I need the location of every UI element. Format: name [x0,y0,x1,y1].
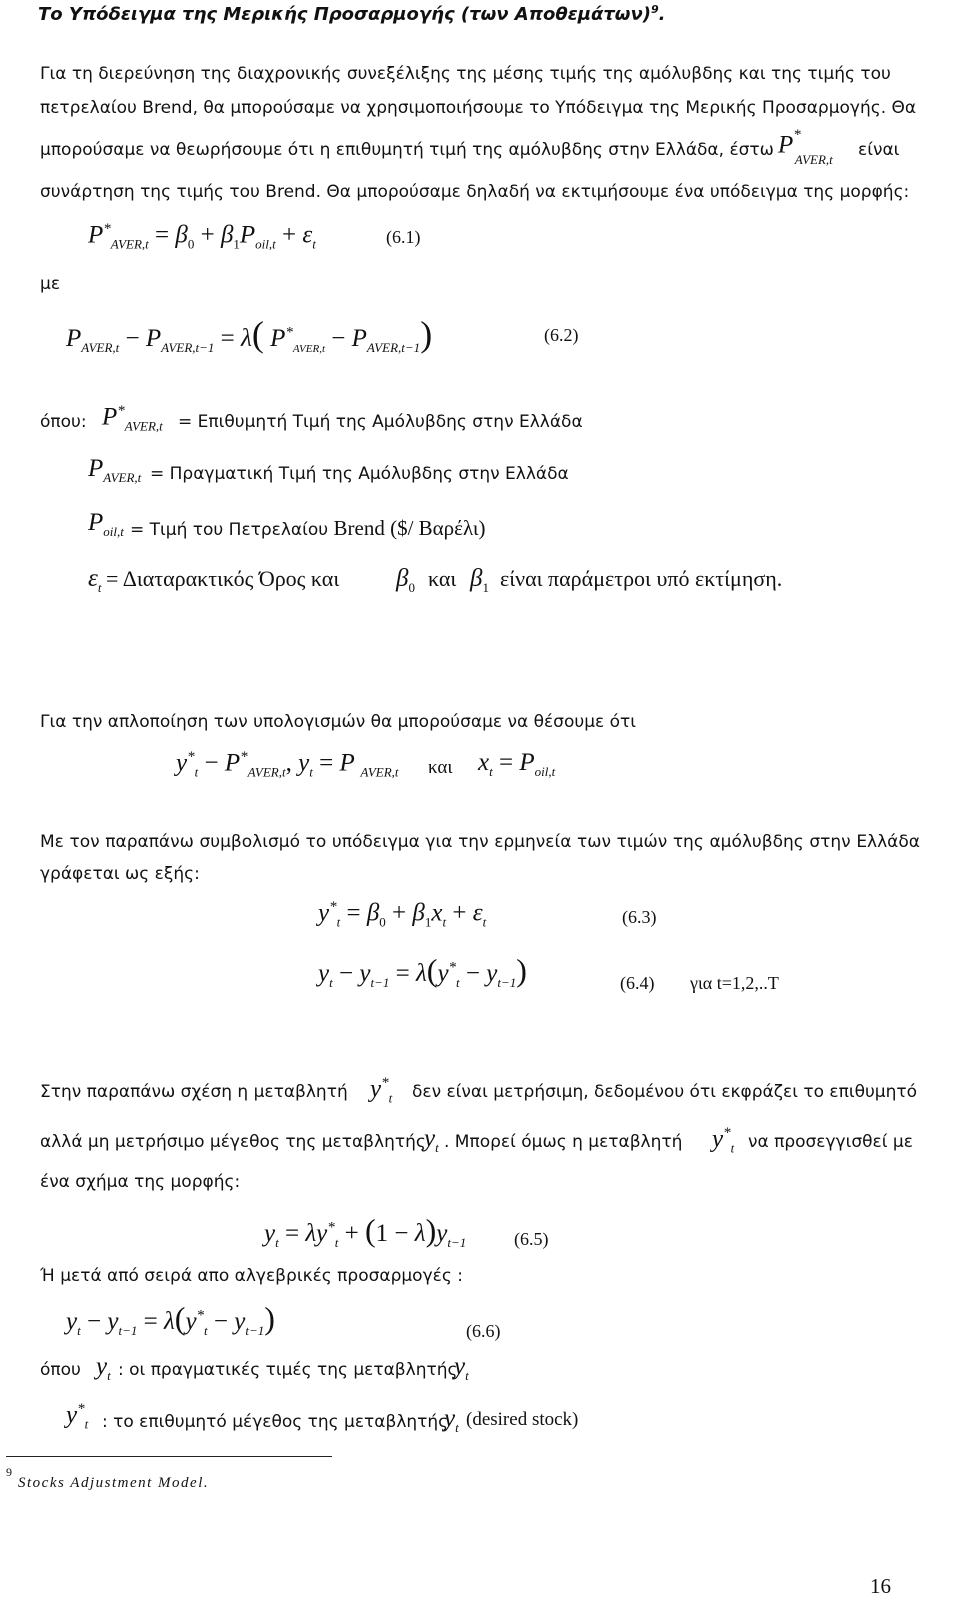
intro-line-3: μπορούσαμε να θεωρήσουμε ότι η επιθυμητή τιμή της αμόλυβδης στην Ελλάδα, έστω [40,140,774,160]
symbol-y-star-t-3: $y^*_t$ [66,1401,89,1432]
relation-desired-desc: : το επιθυμητό μέγεθος της μεταβλητής [102,1412,449,1432]
intro-line-3-end: είναι [858,140,900,160]
equation-6-1-label: (6.1) [386,227,421,247]
definition-actual: = Πραγματική Τιμή της Αμόλυβδης στην Ελλάδα [150,464,569,484]
definition-oil-suffix: Brend ($/ Βαρέλι) [333,516,486,540]
definition-and: και [428,566,457,591]
equation-6-4: $y_t - y_{t-1} = \lambda(y^*_t - y_{t-1})$ [318,952,527,990]
symbol-y-t-4: $y_t$ [444,1405,459,1435]
equation-6-3-label: (6.3) [622,907,657,927]
definition-desired: = Επιθυμητή Τιμή της Αμόλυβδης στην Ελλάδα [178,412,583,432]
footnote-text: Stocks Adjustment Model. [18,1475,210,1491]
relation-where: όπου [40,1360,81,1380]
symbol-y-t-3: $y_t$ [454,1353,469,1383]
heading-footnote-ref: 9 [650,3,659,16]
equation-6-6: $y_t - y_{t-1} = \lambda(y^*_t - y_{t-1})$ [66,1300,275,1338]
equation-6-1: $P^*_{AVER,t} = \beta_0 + \beta_1P_{oil,t} + \varepsilon_t$ [88,221,316,252]
relation-after: Ή μετά από σειρά απο αλγεβρικές προσαρμογές : [40,1266,463,1286]
relation-desired-tail: (desired stock) [466,1409,579,1430]
symbolism-line-2: γράφεται ως εξής: [40,864,200,884]
simplify-and: και [428,757,453,778]
relation-c: ένα σχήμα της μορφής: [40,1172,241,1192]
footnote-rule [6,1456,332,1457]
where-label: όπου: [40,412,87,432]
equation-6-4-note: για t=1,2,..T [690,973,779,993]
simplify-text: Για την απλοποίηση των υπολογισμών θα μπορούσαμε να θέσουμε ότι [40,712,636,732]
relation-a2: δεν είναι μετρήσιμη, δεδομένου ότι εκφράζει το επιθυμητό [412,1082,918,1102]
symbol-y-t-1: $y_t$ [424,1125,439,1155]
footnote-number: 9 [6,1465,12,1479]
equation-6-3: $y^*_t = \beta_0 + \beta_1x_t + \varepsilon_t$ [318,899,487,930]
page-number: 16 [870,1574,891,1598]
symbol-y-star-t-1: $y^*_t$ [370,1075,393,1106]
heading-text: Το Υπόδειγμα της Μερικής Προσαρμογής (των Αποθεμάτων) [38,4,651,25]
intro-line-4: συνάρτηση της τιμής του Brend. Θα μπορούσαμε δηλαδή να εκτιμήσουμε ένα υπόδειγμα της μορφής: [40,182,910,202]
symbol-beta0: $\beta_0$ [396,565,415,595]
symbol-actual-price: $P_{AVER,t}$ [88,455,142,485]
definition-params: είναι παράμετροι υπό εκτίμηση. [500,566,783,591]
with-word: με [40,274,61,294]
relation-b2: . Μπορεί όμως η μεταβλητή [444,1132,683,1152]
definition-epsilon: = Διαταρακτικός Όρος και [106,566,340,591]
symbol-oil-price: $P_{oil,t}$ [88,509,124,539]
definition-oil-prefix: = Τιμή του Πετρελαίου [130,520,329,540]
equation-6-2: $P_{AVER,t} - P_{AVER,t-1} = \lambda$( $P^*_{AVER,t} - P_{AVER,t-1}$) [66,314,433,355]
equation-6-4-label: (6.4) [620,973,655,993]
symbol-y-star-t-2: $y^*_t$ [712,1125,735,1156]
symbol-epsilon: $\varepsilon_t$ [88,565,102,595]
relation-b1: αλλά μη μετρήσιμο μέγεθος της μεταβλητής [40,1132,426,1152]
definition-oil [130,518,486,539]
relation-b3: να προσεγγισθεί με [748,1132,913,1152]
symbolism-line-1: Με τον παραπάνω συμβολισμό το υπόδειγμα για την ερμηνεία των τιμών της αμόλυβδης στην Ελλάδα [40,832,920,852]
symbol-p-star-aver: $P^*_{AVER,t}$ [778,127,833,168]
equation-6-6-label: (6.6) [466,1321,501,1341]
simplify-eq-2: $x_t = P_{oil,t}$ [478,749,556,779]
simplify-eq-1: $y^*_t - P^*_{AVER,t}$, $y_t = P$ $_{AVER,t}$ [176,749,399,780]
equation-6-5: $y_t = \lambda y^*_t + (1 - \lambda)y_{t-1}$ [264,1212,467,1250]
section-heading: Το Υπόδειγμα της Μερικής Προσαρμογής (των Αποθεμάτων)$^9$. [38,3,666,25]
intro-line-2: πετρελαίου Brend, θα μπορούσαμε να χρησιμοποιήσουμε το Υπόδειγμα της Μερικής Προσαρμογής. Θα [40,98,917,118]
symbol-y-t-2: $y_t$ [96,1353,111,1383]
equation-6-5-label: (6.5) [514,1229,549,1249]
symbol-beta1: $\beta_1$ [470,565,489,595]
relation-actual-desc: : οι πραγματικές τιμές της μεταβλητής [118,1360,458,1380]
intro-line-1: Για τη διερεύνηση της διαχρονικής συνεξέλιξης της μέσης τιμής της αμόλυβδης και της τιμής του [40,64,891,84]
equation-6-2-label: (6.2) [544,325,579,345]
relation-a1: Στην παραπάνω σχέση η μεταβλητή [40,1082,348,1102]
symbol-desired-price: $P^*_{AVER,t}$ [102,403,163,434]
